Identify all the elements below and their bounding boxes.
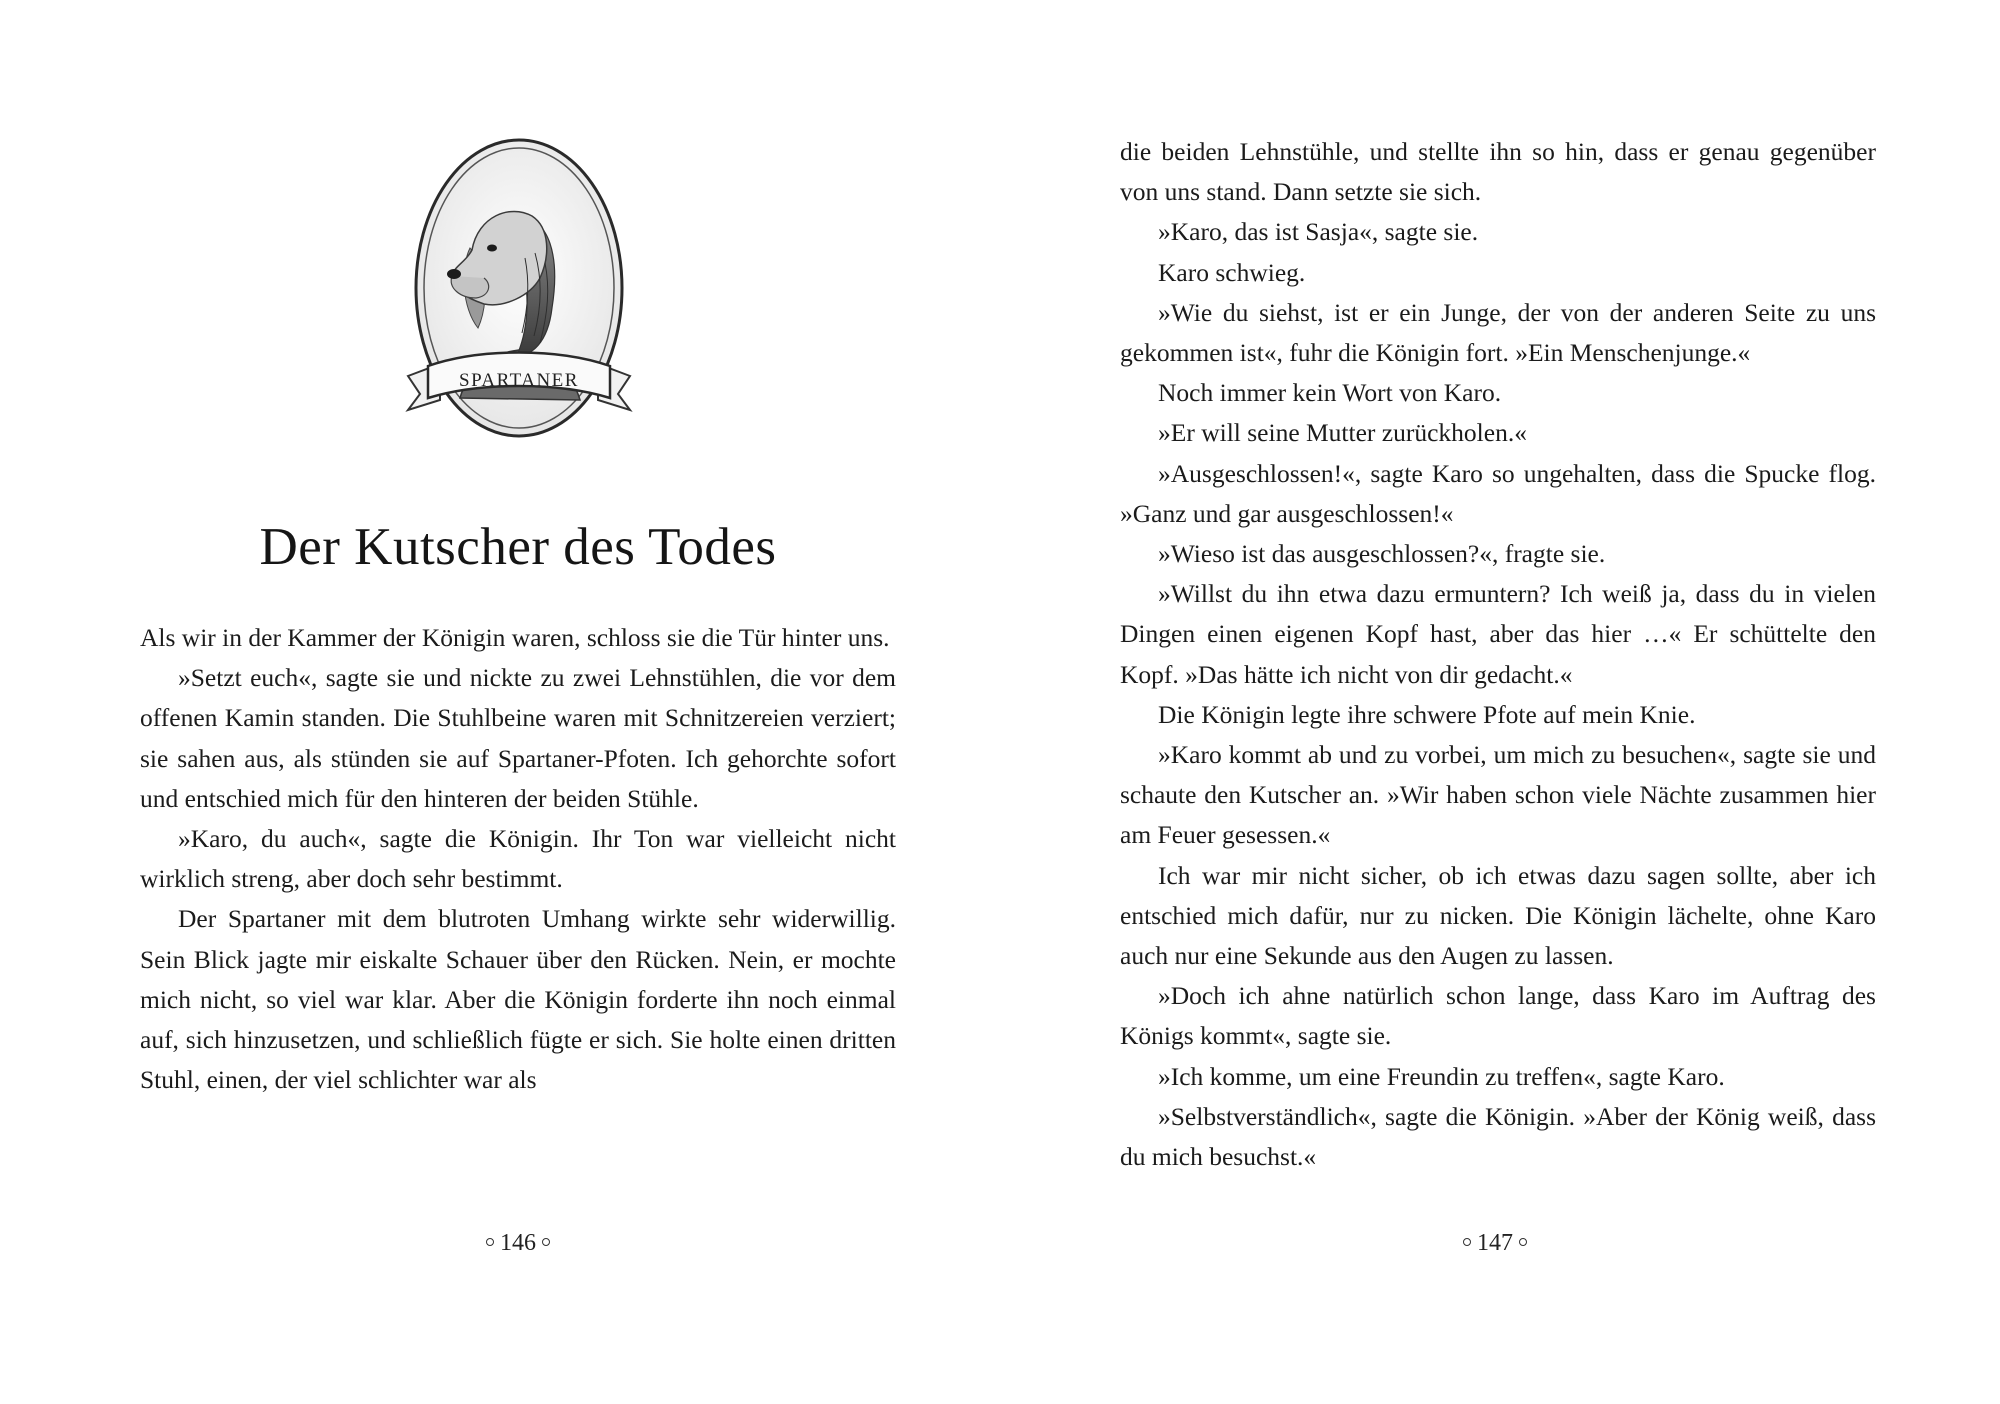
paragraph: »Setzt euch«, sagte sie und nickte zu zwei Lehnstühlen, die vor dem offenen Kamin standen. Die Stuhlbeine waren mit Schnitzereien verziert; sie sahen aus, als stünden sie auf Spartaner-Pfoten. Ich gehorchte sofort und entschied mich für den hinteren der beiden Stühle. (140, 663, 896, 813)
right-page (1000, 0, 2000, 1404)
paragraph: »Ich komme, um eine Freundin zu treffen«, sagte Karo. (1158, 1061, 1725, 1091)
paragraph: die beiden Lehnstühle, und stellte ihn so hin, dass er genau gegenüber von uns stand. Dann setzte sie sich. (1120, 137, 1876, 207)
paragraph: »Er will seine Mutter zurückholen.« (1158, 418, 1527, 448)
paragraph: Der Spartaner mit dem blutroten Umhang wirkte sehr widerwillig. Sein Blick jagte mir eiskalte Schauer über den Rücken. Nein, er mochte mich nicht, so viel war klar. Aber die Königin forderte ihn noch einmal auf, sich hinzusetzen, und schließlich fügte er sich. Sie holte einen dritten Stuhl, einen, der viel schlichter war als (140, 904, 896, 1095)
folio-ornament-icon (542, 1238, 550, 1246)
page-number: 146 (418, 1228, 618, 1258)
paragraph: »Doch ich ahne natürlich schon lange, dass Karo im Auftrag des Königs kommt«, sagte sie. (1120, 981, 1876, 1051)
folio-ornament-icon (1519, 1238, 1527, 1246)
folio-ornament-icon (486, 1238, 494, 1246)
left-page-text (140, 618, 896, 1100)
paragraph: Die Königin legte ihre schwere Pfote auf mein Knie. (1158, 699, 1696, 729)
paragraph: »Willst du ihn etwa dazu ermuntern? Ich weiß ja, dass du in vielen Dingen einen eigenen Kopf hast, aber das hier …« Er schüttelte den Kopf. »Das hätte ich nicht von dir gedacht.« (1120, 579, 1876, 689)
spartaner-emblem (400, 138, 638, 456)
folio-ornament-icon (1463, 1238, 1471, 1246)
paragraph: Karo schwieg. (1158, 257, 1306, 287)
emblem-banner-text: SPARTANER (459, 370, 579, 391)
paragraph: Ich war mir nicht sicher, ob ich etwas dazu sagen sollte, aber ich entschied mich dafür, nur zu nicken. Die Königin lächelte, ohne Karo auch nur eine Sekunde aus den Augen zu lassen. (1120, 860, 1876, 971)
paragraph: »Karo, das ist Sasja«, sagte sie. (1158, 217, 1479, 247)
paragraph: »Wieso ist das ausgeschlossen?«, fragte sie. (1158, 539, 1606, 569)
paragraph: »Selbstverständlich«, sagte die Königin. »Aber der König weiß, dass du mich besuchst.« (1120, 1101, 1876, 1172)
chapter-title: Der Kutscher des Todes (259, 518, 777, 576)
paragraph: »Karo kommt ab und zu vorbei, um mich zu besuchen«, sagte sie und schaute den Kutscher an. »Wir haben schon viele Nächte zusammen hier am Feuer gesessen.« (1120, 740, 1876, 850)
right-page-text (1120, 132, 1876, 1177)
paragraph: »Ausgeschlossen!«, sagte Karo so ungehalten, dass die Spucke flog. »Ganz und gar ausgeschlossen!« (1120, 458, 1876, 528)
page-number: 147 (1395, 1228, 1595, 1258)
paragraph: Als wir in der Kammer der Königin waren, schloss sie die Tür hinter uns. (140, 623, 890, 652)
paragraph: »Wie du siehst, ist er ein Junge, der von der anderen Seite zu uns gekommen ist«, fuhr die Königin fort. »Ein Menschenjunge.« (1120, 297, 1876, 368)
paragraph: »Karo, du auch«, sagte die Königin. Ihr Ton war vielleicht nicht wirklich streng, aber doch sehr bestimmt. (140, 824, 896, 894)
paragraph: Noch immer kein Wort von Karo. (1158, 378, 1502, 408)
